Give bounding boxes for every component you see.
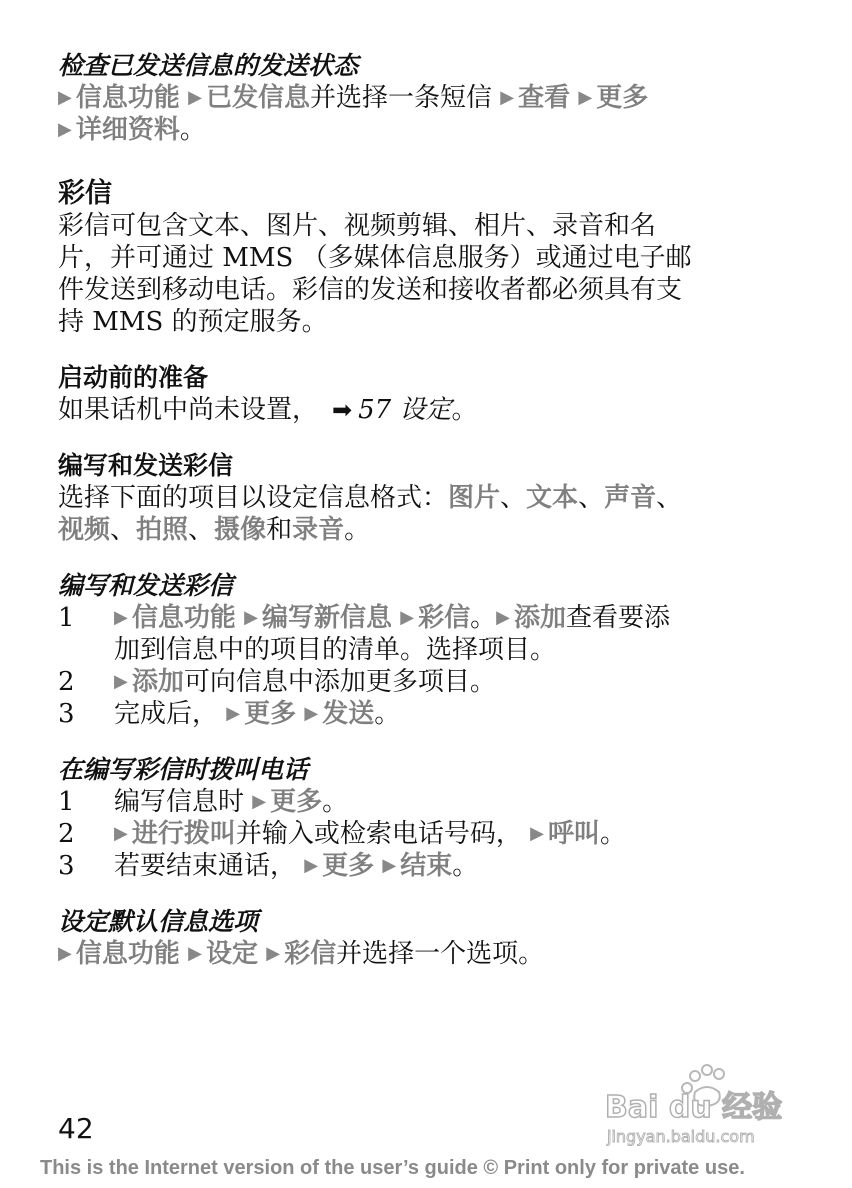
section-text-check-status-line1 bbox=[58, 82, 798, 114]
menu-item-write-new: 编写新信息 bbox=[261, 603, 392, 633]
section-title-mms: 彩信 bbox=[58, 178, 112, 209]
punctuation: 。 bbox=[452, 851, 479, 881]
menu-arrow-icon: ▶ bbox=[304, 855, 319, 876]
conjunction: 和 bbox=[266, 515, 293, 545]
menu-item-messaging: 信息功能 bbox=[75, 83, 180, 113]
default-options-text bbox=[58, 938, 798, 970]
call-steps-list bbox=[58, 786, 798, 882]
term-picture: 图片 bbox=[448, 483, 501, 513]
separator: 、 bbox=[188, 515, 215, 545]
body-text: 完成后， bbox=[114, 699, 219, 729]
body-text: 并选择一个选项。 bbox=[336, 939, 545, 969]
menu-arrow-icon: ▶ bbox=[382, 855, 397, 876]
watermark-url: jingyan.baidu.com bbox=[607, 1127, 755, 1146]
term-record: 录音 bbox=[292, 515, 345, 545]
menu-arrow-icon: ▶ bbox=[578, 87, 593, 108]
separator: 、 bbox=[500, 483, 527, 513]
menu-arrow-icon: ▶ bbox=[252, 791, 267, 812]
list-item bbox=[58, 786, 798, 818]
menu-arrow-icon: ▶ bbox=[500, 87, 515, 108]
term-camcorder: 摄像 bbox=[214, 515, 267, 545]
compose-steps-list bbox=[58, 602, 798, 730]
menu-item-sent: 已发信息 bbox=[205, 83, 310, 113]
step-number: 3 bbox=[58, 699, 75, 729]
watermark-brand: Bai du 经验 bbox=[605, 1090, 783, 1125]
menu-item-mms: 彩信 bbox=[284, 939, 337, 969]
menu-item-make-call: 进行拨叫 bbox=[131, 819, 236, 849]
punctuation: 。 bbox=[470, 603, 497, 633]
mms-intro-line2: 片，并可通过 MMS （多媒体信息服务）或通过电子邮 bbox=[58, 243, 692, 273]
body-text: 并选择一条短信 bbox=[309, 83, 492, 113]
menu-arrow-icon: ▶ bbox=[304, 703, 319, 724]
body-text: 编写信息时 bbox=[114, 787, 245, 817]
punctuation: 。 bbox=[322, 787, 349, 817]
menu-arrow-icon: ▶ bbox=[188, 943, 202, 964]
menu-arrow-icon: ▶ bbox=[58, 943, 72, 964]
punctuation: 。 bbox=[451, 395, 478, 425]
menu-arrow-icon: ▶ bbox=[400, 607, 415, 628]
menu-arrow-icon: ▶ bbox=[114, 823, 128, 844]
menu-item-send: 发送 bbox=[322, 699, 375, 729]
menu-arrow-icon: ▶ bbox=[114, 671, 128, 692]
punctuation: 。 bbox=[374, 699, 401, 729]
body-text: 可向信息中添加更多项目。 bbox=[183, 667, 496, 697]
term-video: 视频 bbox=[58, 515, 111, 545]
menu-arrow-icon: ▶ bbox=[530, 823, 544, 844]
body-text: 如果话机中尚未设置， bbox=[58, 395, 319, 425]
menu-arrow-icon: ▶ bbox=[58, 119, 72, 140]
list-item bbox=[58, 666, 798, 698]
step-number: 3 bbox=[58, 851, 75, 881]
separator: 、 bbox=[656, 483, 683, 513]
page-number: 42 bbox=[58, 1112, 94, 1145]
section-text-check-status-line2 bbox=[58, 114, 798, 146]
mms-intro-line3: 件发送到移动电话。彩信的发送和接收者都必须具有支 bbox=[58, 275, 683, 305]
body-text: 查看要添 bbox=[565, 603, 670, 633]
step-number: 2 bbox=[58, 819, 75, 849]
term-text: 文本 bbox=[526, 483, 579, 513]
menu-item-end: 结束 bbox=[400, 851, 453, 881]
menu-arrow-icon: ▶ bbox=[58, 87, 72, 108]
menu-item-add: 添加 bbox=[513, 603, 566, 633]
compose-mms-line1 bbox=[58, 482, 798, 514]
menu-arrow-icon: ▶ bbox=[226, 703, 241, 724]
mms-intro-line4: 持 MMS 的预定服务。 bbox=[58, 307, 328, 337]
menu-item-mms: 彩信 bbox=[418, 603, 471, 633]
step-number: 1 bbox=[58, 787, 75, 817]
menu-arrow-icon: ▶ bbox=[496, 607, 510, 628]
list-item bbox=[58, 602, 798, 666]
menu-item-call: 呼叫 bbox=[547, 819, 600, 849]
menu-arrow-icon: ▶ bbox=[114, 607, 128, 628]
menu-item-more: 更多 bbox=[596, 83, 649, 113]
baidu-jingyan-watermark bbox=[603, 1062, 803, 1152]
term-sound: 声音 bbox=[604, 483, 657, 513]
section-title-check-status: 检查已发送信息的发送状态 bbox=[58, 51, 359, 80]
list-item bbox=[58, 818, 798, 850]
body-text: 加到信息中的项目的清单。选择项目。 bbox=[114, 635, 557, 665]
section-title-before-start: 启动前的准备 bbox=[58, 363, 209, 392]
body-text: 并输入或检索电话号码， bbox=[235, 819, 522, 849]
manual-page bbox=[58, 50, 798, 970]
body-text: 若要结束通话， bbox=[114, 851, 297, 881]
separator: 、 bbox=[578, 483, 605, 513]
menu-arrow-icon: ▶ bbox=[188, 87, 202, 108]
section-title-call-while-composing: 在编写彩信时拨叫电话 bbox=[58, 755, 309, 784]
menu-item-settings: 设定 bbox=[205, 939, 258, 969]
menu-item-messaging: 信息功能 bbox=[131, 603, 236, 633]
menu-arrow-icon: ▶ bbox=[266, 943, 281, 964]
list-item bbox=[58, 698, 798, 730]
punctuation: 。 bbox=[344, 515, 371, 545]
step-number: 1 bbox=[58, 603, 75, 633]
menu-item-messaging: 信息功能 bbox=[75, 939, 180, 969]
menu-item-more: 更多 bbox=[322, 851, 375, 881]
step-number: 2 bbox=[58, 667, 75, 697]
footer-notice: This is the Internet version of the user’s guide © Print only for private use. bbox=[40, 1157, 745, 1179]
menu-arrow-icon: ▶ bbox=[244, 607, 258, 628]
compose-mms-line2 bbox=[58, 514, 798, 546]
section-title-default-options: 设定默认信息选项 bbox=[58, 907, 259, 936]
list-item bbox=[58, 850, 798, 882]
term-photo: 拍照 bbox=[136, 515, 189, 545]
menu-item-add: 添加 bbox=[131, 667, 184, 697]
menu-item-details: 详细资料 bbox=[75, 115, 180, 145]
section-title-compose-mms: 编写和发送彩信 bbox=[58, 451, 234, 480]
before-start-text bbox=[58, 394, 798, 426]
punctuation: 。 bbox=[600, 819, 627, 849]
menu-item-more: 更多 bbox=[244, 699, 297, 729]
separator: 、 bbox=[110, 515, 137, 545]
section-title-compose-send-steps: 编写和发送彩信 bbox=[58, 571, 234, 600]
reference-arrow-icon: ➡ bbox=[332, 396, 353, 424]
menu-item-more: 更多 bbox=[270, 787, 323, 817]
body-text: 选择下面的项目以设定信息格式： bbox=[58, 483, 449, 513]
mms-intro-line1: 彩信可包含文本、图片、视频剪辑、相片、录音和名 bbox=[58, 211, 657, 241]
menu-item-view: 查看 bbox=[518, 83, 571, 113]
page-reference-link[interactable]: 57 设定 bbox=[358, 395, 452, 425]
punctuation: 。 bbox=[179, 115, 206, 145]
